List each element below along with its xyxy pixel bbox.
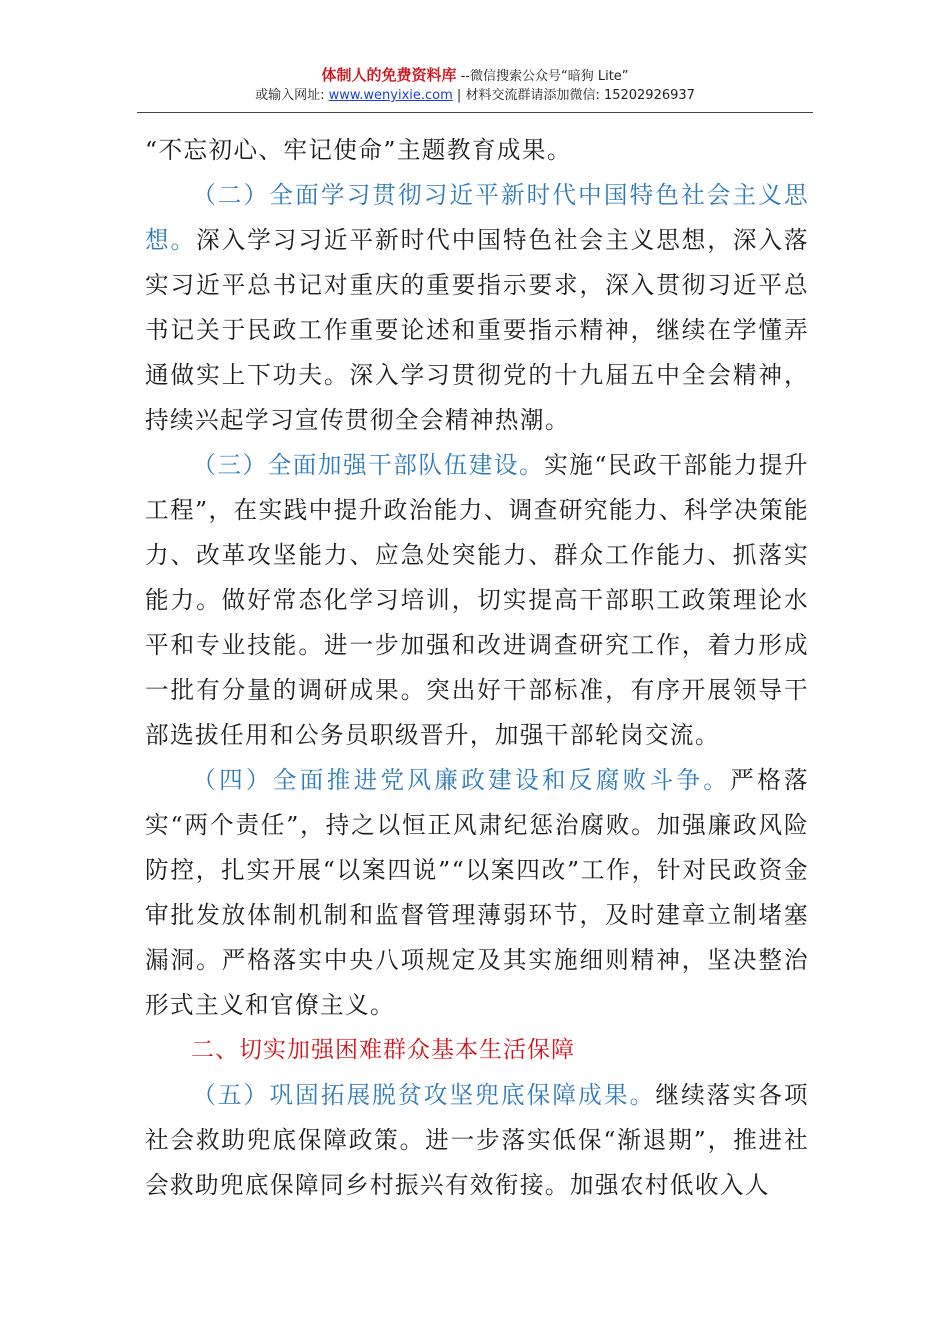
header-contact: | 材料交流群请添加微信: 15202926937 — [452, 88, 695, 103]
header-url-prefix: 或输入网址: — [255, 88, 329, 103]
header-note: --微信搜索公众号“暗狗 Lite” — [456, 69, 629, 84]
intro-continuation: “不忘初心、牢记使命”主题教育成果。 — [145, 136, 572, 164]
header-title-line — [0, 66, 950, 86]
paragraph-2-heading: （二）全面学习贯彻习近平新时代中国特色社会主义思想。 — [145, 181, 809, 254]
paragraph-5-body: 继续落实各项社会救助兜底保障政策。进一步落实低保“渐退期”，推进社会救助兜底保障同乡村振兴有效衔接。加强农村低收入人 — [145, 1081, 809, 1199]
paragraph-5 — [145, 1073, 809, 1208]
paragraph-4 — [145, 758, 809, 1028]
document-body — [145, 128, 809, 1208]
header-url-link[interactable]: www.wenyixie.com — [328, 88, 453, 103]
paragraph-2 — [145, 173, 809, 443]
paragraph-3 — [145, 443, 809, 758]
header-divider — [137, 112, 813, 113]
header-brand: 体制人的免费资料库 — [321, 66, 457, 84]
paragraph-4-heading: （四）全面推进党风廉政建设和反腐败斗争。 — [192, 766, 731, 794]
paragraph-3-heading: （三）全面加强干部队伍建设。 — [192, 451, 545, 479]
page-header — [0, 66, 950, 105]
section-2-title: 二、切实加强困难群众基本生活保障 — [191, 1037, 575, 1063]
paragraph-3-body: 实施“民政干部能力提升工程”，在实践中提升政治能力、调查研究能力、科学决策能力、改革攻坚能力、应急处突能力、群众工作能力、抓落实能力。做好常态化学习培训，切实提高干部职工政策理论水平和专业技能。进一步加强和改进调查研究工作，着力形成一批有分量的调研成果。突出好干部标准，有序开展领导干部选拔任用和公务员职级晋升，加强干部轮岗交流。 — [145, 451, 809, 749]
paragraph-5-heading: （五）巩固拓展脱贫攻坚兜底保障成果。 — [192, 1081, 656, 1109]
header-contact-line — [0, 86, 950, 105]
paragraph-4-body: 严格落实“两个责任”，持之以恒正风肃纪惩治腐败。加强廉政风险防控，扎实开展“以案四说”“以案四改”工作，针对民政资金审批发放体制机制和监督管理薄弱环节，及时建章立制堵塞漏洞。严格落实中央八项规定及其实施细则精神，坚决整治形式主义和官僚主义。 — [145, 766, 809, 1019]
paragraph-2-body: 深入学习习近平新时代中国特色社会主义思想，深入落实习近平总书记对重庆的重要指示要求，深入贯彻习近平总书记关于民政工作重要论述和重要指示精神，继续在学懂弄通做实上下功夫。深入学习贯彻党的十九届五中全会精神，持续兴起学习宣传贯彻全会精神热潮。 — [145, 226, 809, 434]
